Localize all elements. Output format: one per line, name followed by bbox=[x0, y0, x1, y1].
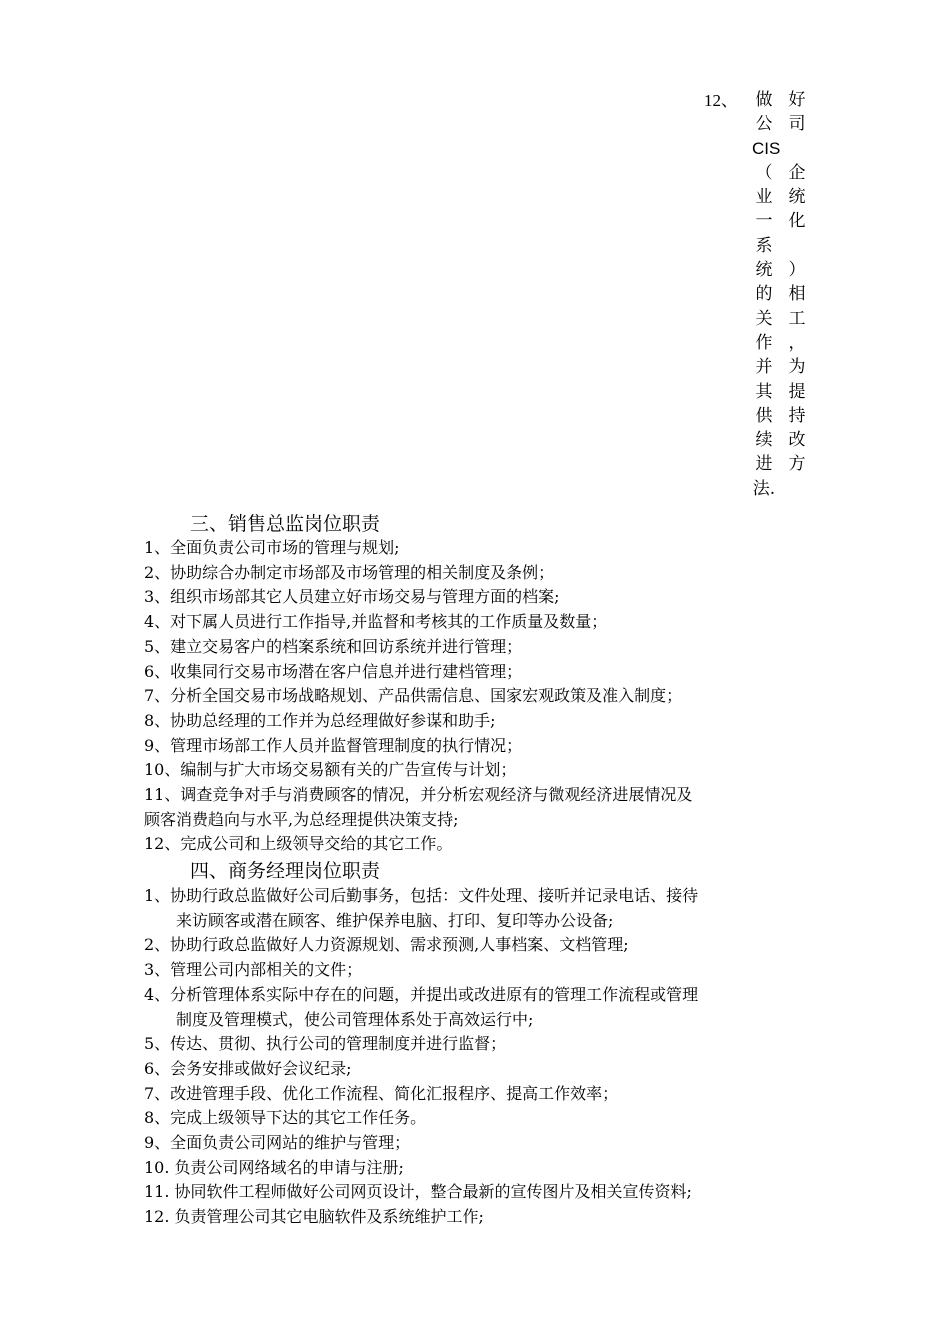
list-item-line: 来访顾客或潜在顾客、维护保养电脑、打印、复印等办公设备; bbox=[176, 910, 614, 930]
list-item: 5、传达、贯彻、执行公司的管理制度并进行监督； bbox=[144, 1034, 507, 1054]
list-item: 12、完成公司和上级领导交给的其它工作。 bbox=[144, 834, 453, 854]
list-item: 7、改进管理手段、优化工作流程、简化汇报程序、提高工作效率； bbox=[144, 1083, 619, 1103]
list-item: 6、会务安排或做好会议纪录; bbox=[144, 1058, 352, 1078]
vertical-char bbox=[785, 234, 809, 258]
vertical-char: 关 bbox=[755, 308, 773, 329]
vertical-char: ， bbox=[788, 332, 806, 353]
list-item: 11. 协同软件工程师做好公司网页设计，整合最新的宣传图片及相关宣传资料; bbox=[144, 1182, 692, 1202]
vertical-char: ） bbox=[788, 260, 806, 281]
list-item bbox=[144, 983, 824, 1032]
list-item: 5、建立交易客户的档案系统和回访系统并进行管理； bbox=[144, 636, 523, 656]
vertical-char: CIS bbox=[752, 138, 781, 158]
list-item: 10、编制与扩大市场交易额有关的广告宣传与计划； bbox=[144, 760, 517, 780]
vertical-char: 公 bbox=[755, 114, 773, 135]
vertical-char: 为 bbox=[788, 357, 806, 378]
list-item-line: 制度及管理模式，使公司管理体系处于高效运行中; bbox=[176, 1009, 534, 1029]
vertical-char bbox=[785, 477, 809, 501]
list-item-line: 11、调查竞争对手与消费顾客的情况，并分析宏观经济与微观经济进展情况及 bbox=[144, 785, 693, 805]
vertical-char: 统 bbox=[788, 187, 806, 208]
list-item: 8、协助总经理的工作并为总经理做好参谋和助手; bbox=[144, 710, 496, 730]
list-item bbox=[144, 783, 824, 832]
vertical-char: 供 bbox=[755, 405, 773, 426]
list-item: 1、全面负责公司市场的管理与规划; bbox=[144, 538, 400, 557]
list-item: 7、分析全国交易市场战略规划、产品供需信息、国家宏观政策及准入制度； bbox=[144, 686, 683, 706]
vertical-char: 司 bbox=[788, 114, 806, 135]
list-item: 3、组织市场部其它人员建立好市场交易与管理方面的档案; bbox=[144, 587, 560, 607]
list-item-line: 4、分析管理体系实际中存在的问题，并提出或改进原有的管理工作流程或管理 bbox=[144, 984, 699, 1004]
vertical-char: （ bbox=[755, 162, 773, 183]
vertical-char: 提 bbox=[788, 381, 806, 402]
section-heading-business-manager: 四、商务经理岗位职责 bbox=[190, 860, 381, 882]
list-item bbox=[144, 884, 824, 933]
vertical-char: 统 bbox=[755, 260, 773, 281]
list-item: 2、协助行政总监做好人力资源规划、需求预测,人事档案、文档管理; bbox=[144, 935, 629, 955]
vertical-char: 工 bbox=[788, 308, 806, 329]
vertical-char: 方 bbox=[788, 454, 806, 475]
vertical-char: 并 bbox=[755, 357, 773, 378]
vertical-char: 其 bbox=[755, 381, 773, 402]
vertical-char: 的 bbox=[755, 284, 773, 305]
vertical-char: 进 bbox=[755, 454, 773, 475]
list-item-line: 1、协助行政总监做好公司后勤事务，包括：文件处理、接听并记录电话、接待 bbox=[144, 886, 699, 905]
section-heading-sales-director: 三、销售总监岗位职责 bbox=[190, 513, 381, 535]
vertical-char: 作 bbox=[755, 332, 773, 353]
list-item: 8、完成上级领导下达的其它工作任务。 bbox=[144, 1108, 427, 1128]
vertical-text-column-a bbox=[752, 88, 781, 501]
vertical-char: 法. bbox=[752, 478, 776, 499]
list-item: 12. 负责管理公司其它电脑软件及系统维护工作; bbox=[144, 1207, 484, 1227]
list-item: 2、协助综合办制定市场部及市场管理的相关制度及条例； bbox=[144, 562, 555, 582]
vertical-char bbox=[785, 137, 809, 161]
list-item: 6、收集同行交易市场潜在客户信息并进行建档管理； bbox=[144, 661, 523, 681]
list-item: 9、全面负责公司网站的维护与管理； bbox=[144, 1133, 411, 1153]
vertical-char: 改 bbox=[788, 430, 806, 451]
vertical-char: 做 bbox=[755, 90, 773, 110]
vertical-char: 持 bbox=[788, 405, 806, 426]
vertical-char: 化 bbox=[788, 211, 806, 232]
sales-director-duties-list bbox=[144, 536, 824, 857]
vertical-text-column-b bbox=[785, 88, 809, 501]
list-item: 3、管理公司内部相关的文件； bbox=[144, 960, 363, 980]
vertical-char: 企 bbox=[788, 162, 806, 183]
list-item: 9、管理市场部工作人员并监督管理制度的执行情况； bbox=[144, 735, 523, 755]
vertical-char: 相 bbox=[788, 284, 806, 305]
list-item-line: 顾客消费趋向与水平,为总经理提供决策支持; bbox=[144, 809, 459, 829]
vertical-char: 续 bbox=[755, 430, 773, 451]
vertical-char: 一 bbox=[755, 211, 773, 232]
list-item: 10. 负责公司网络域名的申请与注册; bbox=[144, 1157, 404, 1177]
vertical-char: 业 bbox=[755, 187, 773, 208]
business-manager-duties-list bbox=[144, 884, 824, 1230]
list-item: 4、对下属人员进行工作指导,并监督和考核其的工作质量及数量； bbox=[144, 612, 608, 632]
vertical-char: 系 bbox=[755, 235, 773, 256]
item-12-number: 12、 bbox=[704, 91, 738, 110]
vertical-char: 好 bbox=[788, 90, 806, 110]
